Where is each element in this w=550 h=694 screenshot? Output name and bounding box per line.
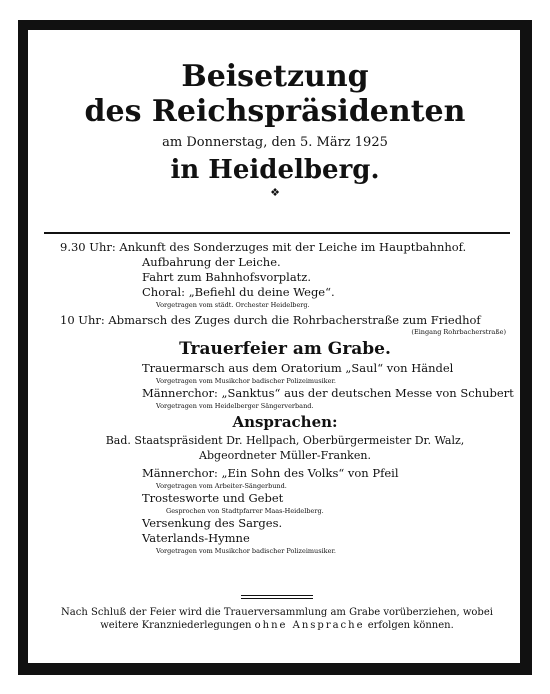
- footer-block: [44, 606, 510, 632]
- performer-note: Vorgetragen vom städt. Orchester Heidelberg.: [156, 301, 310, 309]
- speakers-line: Abgeordneter Müller-Franken.: [199, 449, 371, 462]
- program-row-procession: [60, 313, 510, 328]
- program-text: Ankunft des Sonderzuges mit der Leiche im Hauptbahnhof.: [119, 240, 467, 254]
- double-divider: [241, 595, 313, 599]
- program-row: Männerchor: „Sanktus“ aus der deutschen Messe von Schubert: [142, 386, 514, 400]
- program-row-arrival: [60, 240, 510, 255]
- performer-note: Vorgetragen vom Arbeiter-Sängerbund.: [156, 482, 287, 490]
- speakers-line: Bad. Staatspräsident Dr. Hellpach, Oberbürgermeister Dr. Walz,: [105, 434, 465, 447]
- program-row: Fahrt zum Bahnhofsvorplatz.: [142, 270, 312, 284]
- program-block: [60, 240, 514, 556]
- time-label: 10 Uhr:: [60, 313, 105, 327]
- entrance-note: (Eingang Rohrbacherstraße): [411, 328, 506, 336]
- performer-note: Vorgetragen vom Musikchor badischer Polizeimusiker.: [156, 377, 336, 385]
- title-line-1: Beisetzung: [181, 59, 369, 94]
- section-heading: Trauerfeier am Grabe.: [179, 339, 391, 359]
- performer-note: Vorgetragen vom Musikchor badischer Polizeimusiker.: [156, 547, 336, 555]
- footer-emphasis: ohne Ansprache: [254, 620, 365, 631]
- program-row: Vaterlands-Hymne: [142, 531, 250, 545]
- title-line-2: des Reichspräsidenten: [84, 94, 466, 129]
- top-divider: [44, 232, 510, 234]
- ornament-icon: ❖: [270, 186, 280, 199]
- program-row: Aufbahrung der Leiche.: [142, 255, 281, 269]
- footer-line-2: [44, 619, 510, 632]
- announcement-content: [40, 60, 510, 206]
- program-text: Abmarsch des Zuges durch die Rohrbacherstraße zum Friedhof: [108, 313, 481, 327]
- footer-line-1: Nach Schluß der Feier wird die Trauerversammlung am Grabe vorüberziehen, wobei: [61, 607, 493, 618]
- date-line: am Donnerstag, den 5. März 1925: [162, 135, 388, 150]
- city-line: in Heidelberg.: [170, 155, 380, 185]
- program-row: Männerchor: „Ein Sohn des Volks“ von Pfeil: [142, 466, 399, 480]
- program-row: Versenkung des Sarges.: [142, 516, 283, 530]
- title-block: [40, 60, 510, 200]
- program-row: Trostesworte und Gebet: [142, 491, 284, 505]
- performer-note: Gesprochen von Stadtpfarrer Maas-Heidelberg.: [166, 507, 324, 515]
- footer-text: weitere Kranzniederlegungen: [100, 620, 252, 631]
- time-label: 9.30 Uhr:: [60, 240, 116, 254]
- section-heading: Ansprachen:: [232, 413, 338, 431]
- performer-note: Vorgetragen vom Heidelberger Sängerverband.: [156, 402, 314, 410]
- footer-text: erfolgen können.: [367, 620, 454, 631]
- program-row: Choral: „Befiehl du deine Wege“.: [142, 285, 335, 299]
- program-row: Trauermarsch aus dem Oratorium „Saul“ von Händel: [142, 361, 454, 375]
